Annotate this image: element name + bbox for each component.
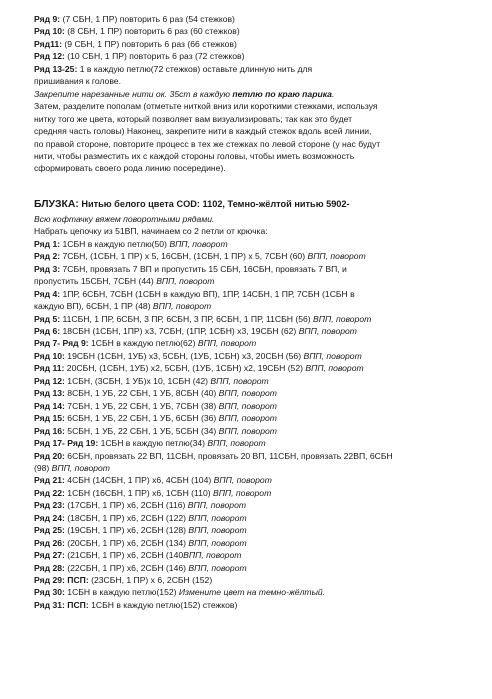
row-label: Ряд 13:	[34, 388, 65, 399]
row-label: Ряд 27:	[34, 550, 65, 561]
row-italic: ВПП, поворот	[307, 251, 366, 262]
row-line	[34, 599, 478, 611]
row-text: (17СБН, 1 ПР) х6, 2СБН (116)	[64, 500, 188, 511]
row-line	[34, 38, 478, 50]
row-italic: ВПП, поворот	[298, 325, 357, 336]
row-text: 7СБН, (1СБН, 1 ПР) х 5, 16СБН, (1СБН, 1 ПР) х 5, 7СБН (60)	[60, 251, 308, 262]
row-text: 1ПР, 6СБН, 7СБН (1СБН в каждую ВП), 1ПР, 14СБН, 1 ПР, 7СБН (1СБН в	[60, 288, 355, 299]
row-text: 1СБН в каждую петлю(50)	[60, 238, 170, 249]
row-text: (19СБН, 1 ПР) х6, 2СБН (128)	[64, 525, 189, 536]
row-line	[34, 275, 478, 287]
row-line	[34, 25, 478, 37]
row-line	[34, 263, 478, 275]
row-label: Ряд 20:	[34, 450, 65, 461]
paragraph-line: нитку того же цвета, который позволяет вам визуализировать; так как это будет	[34, 113, 353, 124]
row-text: 1СБН (16СБН, 1 ПР) х6, 1СБН (110)	[64, 487, 213, 498]
row-text: 1СБН, (3СБН, 1 УБ)х 10, 1СБН (42)	[64, 375, 211, 386]
row-line	[34, 474, 478, 486]
row-italic: Измените цвет на темно-жёлтый.	[178, 587, 326, 598]
row-line	[34, 325, 478, 337]
row-line	[34, 288, 478, 300]
row-text: 6СБН, 1 УБ, 22 СБН, 1 УБ, 6СБН (36)	[64, 413, 219, 424]
row-text: 1СБН в каждую петлю(62)	[88, 338, 198, 349]
row-italic: ВПП, поворот	[156, 276, 215, 287]
row-line	[34, 549, 478, 561]
row-label: Ряд 10:	[34, 350, 65, 361]
row-label: Ряд11:	[34, 38, 63, 49]
section-intro: Набрать цепочку из 51ВП, начинаем со 2 петли от крючка:	[34, 226, 268, 237]
row-label: Ряд 14:	[34, 400, 65, 411]
row-italic: ВПП, поворот	[213, 475, 272, 486]
row-label: Ряд 29: ПСП:	[34, 575, 89, 586]
row-text: 18СБН (1СБН, 1ПР) х3, 7СБН, (1ПР, 1СБН) х3, 19СБН (62)	[60, 325, 299, 336]
section-heading: БЛУЗКА: Нитью белого цвета COD: 1102, Темно-жёлтой нитью 5902-	[34, 198, 350, 210]
wig-paragraph	[34, 100, 478, 175]
row-line	[34, 238, 478, 250]
row-line	[34, 250, 478, 262]
row-italic: ВПП, поворот	[188, 525, 247, 536]
row-line	[34, 375, 478, 387]
document-page	[34, 13, 478, 611]
paragraph-line: нити, чтобы разместить их с каждой стороны головы, чтобы иметь возможность	[34, 150, 355, 161]
row-text: (7 СБН, 1 ПР) повторить 6 раз (54 стежков)	[60, 14, 235, 24]
row-label: Ряд 12:	[34, 375, 65, 386]
row-label: Ряд 5:	[34, 313, 61, 324]
row-line	[34, 574, 478, 586]
row-line	[34, 462, 478, 474]
row-label: Ряд 11:	[34, 363, 65, 374]
row-label: Ряд 3:	[34, 263, 61, 274]
row-text: 7СБН, провязать 7 ВП и пропустить 15 СБН, 16СБН, провязать 7 ВП, и	[60, 263, 347, 274]
row-line	[34, 337, 478, 349]
section-note: Всю кофтачку вяжем поворотными рядами.	[34, 213, 215, 224]
row-italic: ВПП, поворот	[188, 562, 247, 573]
row-line	[34, 387, 478, 399]
row-label: Ряд 13-25:	[34, 63, 78, 74]
row-text: (10 СБН, 1 ПР) повторить 6 раз (72 стежков)	[64, 51, 245, 62]
row-line	[34, 13, 478, 25]
row-italic: ВПП, поворот	[197, 338, 257, 349]
paragraph-line: средняя часть головы) Наконец, закрепите нити в каждый стежок вдоль всей линии,	[34, 126, 372, 137]
row-label: Ряд 17- Ряд 19:	[34, 438, 99, 449]
row-label: Ряд 28:	[34, 562, 65, 573]
row-text: 19СБН (1СБН, 1УБ) х3, 5СБН, (1УБ, 1СБН) х3, 20СБН (56)	[64, 350, 304, 361]
row-label: Ряд 12:	[34, 51, 65, 62]
row-italic: ВПП, поворот	[51, 462, 110, 473]
paragraph-line: сформировать своего рода линию посередине).	[34, 163, 226, 174]
row-text: 1СБН в каждую петлю(34)	[98, 438, 208, 449]
row-italic: ВПП, поворот	[152, 301, 212, 312]
row-text: (98)	[34, 462, 52, 473]
row-label: Ряд 21:	[34, 475, 65, 486]
row-italic: ВПП, поворот	[187, 500, 247, 511]
row-label: Ряд 10:	[34, 26, 65, 37]
row-text: пропустить 15СБН, 7СБН (44)	[34, 276, 157, 287]
row-text: 4СБН (14СБН, 1 ПР) х6, 4СБН (104)	[64, 475, 214, 486]
row-italic: ВПП, поворот	[212, 487, 272, 498]
row-line	[34, 400, 478, 412]
row-line	[34, 450, 478, 462]
row-label: Ряд 31: ПСП:	[34, 599, 89, 610]
row-line	[34, 362, 478, 374]
row-italic: ВПП, поворот	[207, 438, 266, 449]
row-text: 1 в каждую петлю(72 стежков) оставьте длинную нить для	[77, 63, 313, 74]
row-label: Ряд 24:	[34, 512, 65, 523]
row-line	[34, 586, 478, 598]
row-label: Ряд 15:	[34, 413, 65, 424]
row-label: Ряд 16:	[34, 425, 65, 436]
row-text: (18СБН, 1 ПР) х6, 2СБН (122)	[64, 512, 189, 523]
row-italic: ВПП, поворот	[218, 388, 277, 399]
row-line	[34, 63, 478, 75]
row-italic: ВПП, поворот	[210, 375, 269, 386]
row-text: (9 СБН, 1 ПР) повторить 6 раз (66 стежков)	[62, 38, 237, 49]
row-text: 6СБН, провязать 22 ВП, 11СБН, провязать 20 ВП, 11СБН, провязать 22ВП, 6СБН	[64, 450, 393, 461]
row-italic: ВПП, поворот	[218, 425, 277, 436]
row-text: (21СБН, 1 ПР) х6, 2СБН (140	[64, 550, 184, 561]
row-label: Ряд 26:	[34, 537, 65, 548]
row-line	[34, 425, 478, 437]
row-label: Ряд 6:	[34, 325, 61, 336]
row-text: (20СБН, 1 ПР) х6, 2СБН (134)	[64, 537, 189, 548]
row-line	[34, 300, 478, 312]
row-italic: ВПП, поворот	[188, 537, 247, 548]
row-label: Ряд 4:	[34, 288, 61, 299]
row-line	[34, 512, 478, 524]
row-text: (23СБН, 1 ПР) х 6, 2СБН (152)	[88, 575, 213, 586]
row-label: Ряд 30:	[34, 587, 65, 598]
row-italic: ВПП, поворот	[303, 350, 362, 361]
row-text: пришивания к голове.	[34, 76, 121, 87]
row-italic: ВПП, поворот	[218, 400, 277, 411]
paragraph-line: Затем, разделите пополам (отметьте ниткой вниз или короткими стежками, используя	[34, 101, 378, 112]
row-label: Ряд 2:	[34, 251, 61, 262]
row-label: Ряд 9:	[34, 14, 61, 24]
row-text: 5СБН, 1 УБ, 22 СБН, 1 УБ, 5СБН (34)	[64, 425, 219, 436]
row-line	[34, 537, 478, 549]
row-label: Ряд 25:	[34, 525, 65, 536]
row-text: 1СБН в каждую петлю(152) стежков)	[88, 599, 238, 610]
row-italic: ВПП, поворот	[218, 413, 277, 424]
row-label: Ряд 22:	[34, 487, 65, 498]
row-line	[34, 437, 478, 449]
row-line	[34, 499, 478, 511]
row-line	[34, 487, 478, 499]
row-text: 20СБН, (1СБН, 1УБ) х2, 5СБН, (1УБ, 1СБН) х2, 19СБН (52)	[64, 363, 306, 374]
head-rows-block	[34, 13, 478, 88]
row-line	[34, 524, 478, 536]
wig-note: Закрепите нарезанные нити ок. 35ст в каждую петлю по краю парика.	[34, 88, 335, 99]
row-italic: ВПП, поворот	[305, 363, 364, 374]
paragraph-line: по правой стороне, повторите процесс в тех же стежках по левой стороне (у нас будут	[34, 138, 381, 149]
row-label: Ряд 1:	[34, 238, 61, 249]
row-text: (8 СБН, 1 ПР) повторить 6 раз (60 стежков)	[64, 26, 240, 37]
row-text: 11СБН, 1 ПР, 6СБН, 3 ПР, 6СБН, 3 ПР, 6СБН, 1 ПР, 11СБН (56)	[60, 313, 314, 324]
blouse-rows	[34, 238, 478, 612]
row-italic: ВПП, поворот	[183, 550, 242, 561]
row-text: 8СБН, 1 УБ, 22 СБН, 1 УБ, 8СБН (40)	[64, 388, 219, 399]
row-text: 1СБН в каждую петлю(152)	[64, 587, 179, 598]
row-label: Ряд 7- Ряд 9:	[34, 338, 89, 349]
row-text: 7СБН, 1 УБ, 22 СБН, 1 УБ, 7СБН (38)	[64, 400, 219, 411]
row-line	[34, 562, 478, 574]
row-line	[34, 350, 478, 362]
row-text: (22СБН, 1 ПР) х6, 2СБН (146)	[64, 562, 189, 573]
row-line	[34, 50, 478, 62]
row-label: Ряд 23:	[34, 500, 65, 511]
row-italic: ВПП, поворот	[188, 512, 247, 523]
row-text: каждую ВП), 6СБН, 1 ПР (48)	[34, 301, 153, 312]
row-italic: ВПП, поворот	[313, 313, 372, 324]
row-line	[34, 313, 478, 325]
row-line	[34, 412, 478, 424]
row-line	[34, 75, 478, 87]
row-italic: ВПП, поворот	[169, 238, 228, 249]
